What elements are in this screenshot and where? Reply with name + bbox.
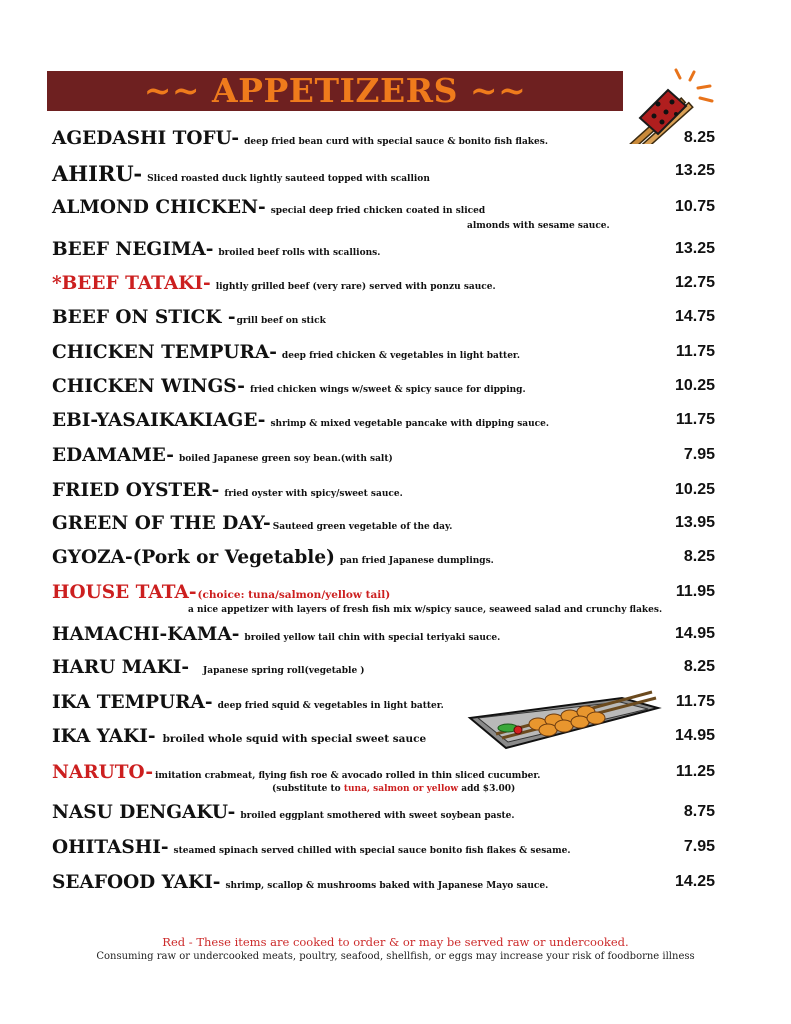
item-price: 10.75 — [674, 198, 715, 215]
menu-item — [52, 872, 791, 906]
yakitori-plate-icon — [466, 686, 662, 752]
item-name: CHICKEN TEMPURA- — [52, 342, 277, 363]
item-desc: shrimp, scallop & mushrooms baked with Japanese Mayo sauce. — [225, 881, 549, 891]
menu-item — [52, 273, 791, 307]
menu-item — [52, 480, 791, 514]
item-price: 13.95 — [674, 514, 715, 531]
item-price: 12.75 — [674, 274, 715, 291]
menu-item — [52, 239, 791, 273]
item-price: 13.25 — [674, 162, 715, 179]
item-desc: grill beef on stick — [236, 316, 326, 326]
menu-item — [52, 410, 791, 444]
item-price: 11.75 — [675, 411, 715, 428]
item-desc: boiled Japanese green soy bean.(with salt) — [178, 454, 393, 464]
item-desc-sub-suffix: add $3.00) — [458, 784, 516, 794]
menu-item — [52, 376, 791, 410]
item-desc-continued: almonds with sesame sauce. — [467, 221, 610, 231]
item-desc-continued: a nice appetizer with layers of fresh fish mix w/spicy sauce, seaweed salad and crunchy flakes. — [188, 605, 663, 615]
item-desc: broiled yellow tail chin with special teriyaki sauce. — [244, 633, 501, 643]
menu-item — [52, 692, 791, 726]
item-price: 8.25 — [683, 548, 715, 565]
item-name: BEEF ON STICK - — [52, 307, 236, 328]
item-price: 14.95 — [674, 727, 715, 744]
item-name: ALMOND CHICKEN- — [52, 197, 266, 218]
item-desc: fried oyster with spicy/sweet sauce. — [224, 489, 403, 499]
item-price: 10.25 — [674, 377, 715, 394]
item-name: BEEF NEGIMA- — [52, 239, 214, 260]
item-desc: pan fried Japanese dumplings. — [339, 556, 494, 566]
section-title: ~~ APPETIZERS ~~ — [143, 71, 527, 110]
item-name: EDAMAME- — [52, 445, 174, 466]
section-banner — [47, 71, 623, 111]
item-desc: Sliced roasted duck lightly sauteed topped with scallion — [147, 174, 430, 184]
menu-item — [52, 161, 791, 195]
item-price: 8.25 — [683, 658, 715, 675]
item-name: EBI-YASAIKAKIAGE- — [52, 410, 266, 431]
menu-item — [52, 547, 791, 581]
item-name: IKA YAKI- — [52, 726, 156, 747]
menu-item — [52, 657, 791, 691]
item-price: 10.25 — [674, 481, 715, 498]
item-desc: broiled eggplant smothered with sweet soybean paste. — [240, 811, 515, 821]
item-desc: broiled beef rolls with scallions. — [218, 248, 381, 258]
menu-item — [52, 307, 791, 341]
item-price: 11.75 — [675, 343, 715, 360]
item-name: HAMACHI-KAMA- — [52, 624, 240, 645]
item-name: FRIED OYSTER- — [52, 480, 220, 501]
menu-item — [52, 342, 791, 376]
item-desc: special deep fried chicken coated in sliced — [270, 206, 486, 216]
raw-item-note: Red - These items are cooked to order & or may be served raw or undercooked. — [162, 935, 629, 949]
menu-item — [52, 726, 791, 760]
menu-item — [52, 762, 791, 796]
item-name: AGEDASHI TOFU- — [52, 128, 240, 149]
item-desc: broiled whole squid with special sweet sauce — [162, 733, 427, 745]
item-name: GREEN OF THE DAY- — [52, 513, 271, 534]
item-desc-continued — [272, 784, 515, 794]
item-desc: fried chicken wings w/sweet & spicy sauce for dipping. — [249, 385, 526, 395]
item-price: 11.75 — [675, 693, 715, 710]
item-desc: Sauteed green vegetable of the day. — [272, 522, 453, 532]
item-name: SEAFOOD YAKI- — [52, 872, 221, 893]
item-desc: imitation crabmeat, flying fish roe & avocado rolled in thin sliced cucumber. — [155, 771, 541, 781]
item-name: HARU MAKI- — [52, 657, 190, 678]
item-name: NASU DENGAKU- — [52, 802, 236, 823]
menu-item — [52, 582, 791, 616]
menu-item — [52, 624, 791, 658]
item-desc: steamed spinach served chilled with special sauce bonito fish flakes & sesame. — [173, 846, 571, 856]
item-price: 7.95 — [683, 446, 715, 463]
item-desc: deep fried bean curd with special sauce & bonito fish flakes. — [244, 137, 548, 147]
menu-item — [52, 197, 791, 231]
menu-item — [52, 445, 791, 479]
item-desc-sub-prefix: (substitute to — [272, 784, 344, 794]
item-name: AHIRU- — [52, 161, 143, 186]
item-desc: lightly grilled beef (very rare) served with ponzu sauce. — [215, 282, 496, 292]
item-price: 14.25 — [674, 873, 715, 890]
item-price: 8.25 — [683, 129, 715, 146]
item-name: *BEEF TATAKI- — [52, 273, 211, 294]
menu-item — [52, 837, 791, 871]
item-name: NARUTO- — [52, 762, 154, 783]
menu-item — [52, 802, 791, 836]
item-price: 11.95 — [675, 583, 715, 600]
item-desc: shrimp & mixed vegetable pancake with dipping sauce. — [270, 419, 550, 429]
menu-item — [52, 128, 791, 162]
item-price: 11.25 — [675, 763, 715, 780]
item-desc-sub-highlight: tuna, salmon or yellow — [343, 784, 459, 794]
item-desc: deep fried chicken & vegetables in light batter. — [281, 351, 520, 361]
item-desc: deep fried squid & vegetables in light batter. — [217, 701, 444, 711]
menu-item — [52, 513, 791, 547]
item-price: 7.95 — [683, 838, 715, 855]
item-name: HOUSE TATA- — [52, 582, 197, 603]
item-price: 13.25 — [674, 240, 715, 257]
item-price: 14.75 — [674, 308, 715, 325]
item-name: GYOZA-(Pork or Vegetable) — [52, 547, 335, 568]
item-name: IKA TEMPURA- — [52, 692, 213, 713]
health-warning: Consuming raw or undercooked meats, poultry, seafood, shellfish, or eggs may increase your risk of foodborne illness — [96, 951, 695, 962]
item-name: OHITASHI- — [52, 837, 169, 858]
item-desc: (choice: tuna/salmon/yellow tail) — [197, 589, 391, 601]
item-price: 8.75 — [683, 803, 715, 820]
item-name: CHICKEN WINGS- — [52, 376, 245, 397]
item-desc: Japanese spring roll(vegetable ) — [203, 666, 365, 676]
item-price: 14.95 — [674, 625, 715, 642]
